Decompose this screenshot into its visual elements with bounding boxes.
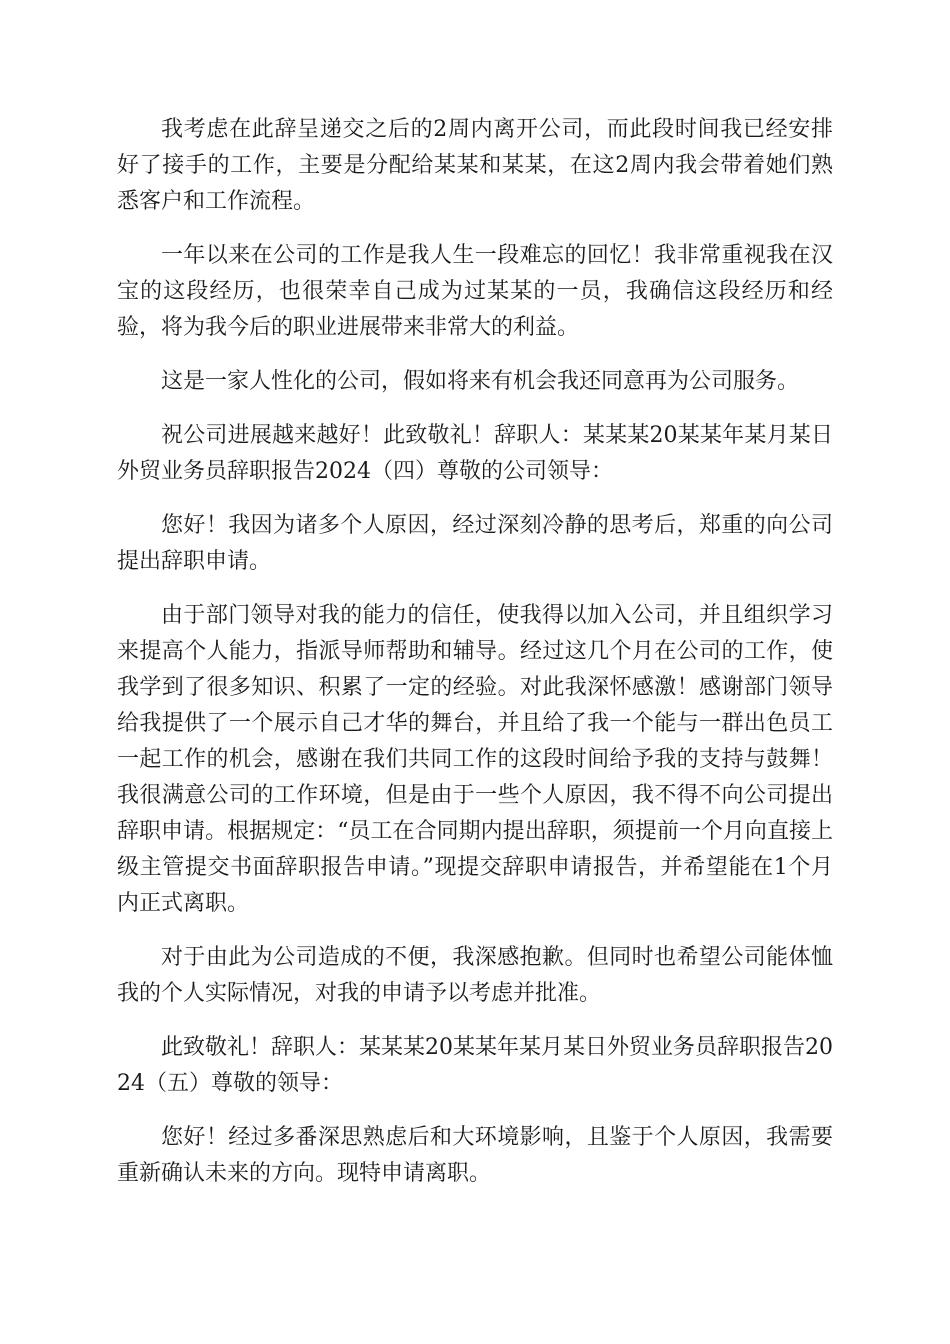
paragraph-1: 我考虑在此辞呈递交之后的2周内离开公司，而此段时间我已经安排好了接手的工作，主要是分配给某某和某某，在这2周内我会带着她们熟悉客户和工作流程。 [117,117,833,214]
paragraph-2: 一年以来在公司的工作是我人生一段难忘的回忆！我非常重视我在汉宝的这段经历，也很荣幸自己成为过某某的一员，我确信这段经历和经验，将为我今后的职业进展带来非常大的利益。 [117,243,833,340]
paragraph-5: 您好！我因为诸多个人原因，经过深刻冷静的思考后，郑重的向公司提出辞职申请。 [117,513,833,574]
document-body [117,112,833,1210]
paragraph-7: 对于由此为公司造成的不便，我深感抱歉。但同时也希望公司能体恤我的个人实际情况，对我的申请予以考虑并批准。 [117,945,833,1006]
paragraph-8: 此致敬礼！辞职人：某某某20某某年某月某日外贸业务员辞职报告2024（五）尊敬的领导： [117,1035,833,1096]
paragraph-6: 由于部门领导对我的能力的信任，使我得以加入公司，并且组织学习来提高个人能力，指派导师帮助和辅导。经过这几个月在公司的工作，使我学到了很多知识、积累了一定的经验。对此我深怀感激！感谢部门领导给我提供了一个展示自己才华的舞台，并且给了我一个能与一群出色员工一起工作的机会，感谢在我们共同工作的这段时间给予我的支持与鼓舞！我很满意公司的工作环境，但是由于一些个人原因，我不得不向公司提出辞职申请。根据规定：“员工在合同期内提出辞职，须提前一个月向直接上级主管提交书面辞职报告申请。”现提交辞职申请报告，并希望能在1个月内正式离职。 [117,603,833,916]
paragraph-3: 这是一家人性化的公司，假如将来有机会我还同意再为公司服务。 [161,369,800,394]
paragraph-9: 您好！经过多番深思熟虑后和大环境影响，且鉴于个人原因，我需要重新确认未来的方向。现特申请离职。 [117,1125,833,1186]
paragraph-4: 祝公司进展越来越好！此致敬礼！辞职人：某某某20某某年某月某日外贸业务员辞职报告2024（四）尊敬的公司领导： [117,423,833,484]
